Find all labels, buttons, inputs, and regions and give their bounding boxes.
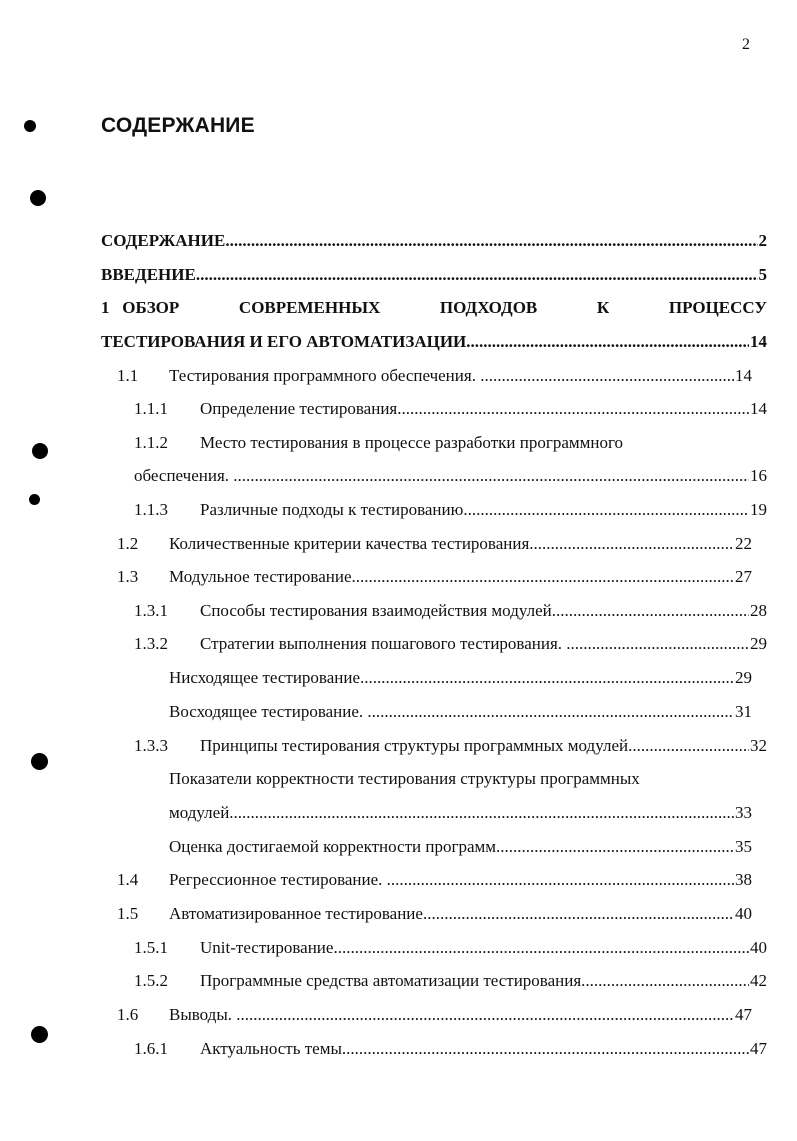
toc-page: 28 — [750, 601, 767, 620]
leader-dots — [229, 801, 734, 825]
leader-dots — [333, 936, 749, 960]
toc-entry-pokazateli-line1[interactable] — [169, 767, 640, 791]
toc-number: 1.5.2 — [134, 971, 168, 990]
leader-dots — [342, 1037, 749, 1061]
toc-entry-1-1-2-line2[interactable] — [134, 464, 767, 488]
toc-entry-1-1-2-line1[interactable] — [134, 431, 623, 455]
toc-title: Модульное тестирование — [169, 567, 352, 586]
toc-entry-1-6[interactable] — [117, 1003, 752, 1027]
page-title: СОДЕРЖАНИЕ — [101, 114, 255, 137]
punch-hole-4 — [29, 494, 40, 505]
toc-page: 2 — [758, 231, 767, 250]
leader-dots — [581, 969, 749, 993]
leader-dots — [566, 632, 749, 656]
toc-entry-1-1-3[interactable] — [134, 498, 767, 522]
toc-entry-vvedenie[interactable] — [101, 263, 767, 287]
leader-dots — [552, 599, 749, 623]
toc-title: ТЕСТИРОВАНИЯ И ЕГО АВТОМАТИЗАЦИИ — [101, 332, 467, 351]
toc-title: обеспечения. — [134, 466, 234, 485]
leader-dots — [360, 666, 734, 690]
toc-entry-voskhodyashchee[interactable] — [169, 700, 752, 724]
toc-number: 1.1.3 — [134, 500, 168, 519]
toc-page: 19 — [750, 500, 767, 519]
toc-number: 1.6.1 — [134, 1039, 168, 1058]
toc-title: модулей — [169, 803, 230, 822]
toc-page: 31 — [735, 702, 752, 721]
toc-page: 29 — [735, 668, 752, 687]
toc-word: ПРОЦЕССУ — [668, 298, 767, 317]
toc-page: 16 — [750, 466, 767, 485]
leader-dots — [423, 902, 734, 926]
toc-title: Автоматизированное тестирование — [169, 904, 423, 923]
toc-entry-1-3-3[interactable] — [134, 734, 767, 758]
toc-page: 22 — [735, 534, 752, 553]
toc-title: Регрессионное тестирование. — [169, 870, 387, 889]
toc-number: 1.5.1 — [134, 938, 168, 957]
toc-title: Нисходящее тестирование — [169, 668, 361, 687]
punch-hole-1 — [24, 120, 36, 132]
toc-title: Тестирования программного обеспечения. — [169, 366, 481, 385]
toc-title: Unit-тестирование — [200, 938, 334, 957]
toc-number: 1.1.2 — [134, 433, 168, 452]
toc-word: СОВРЕМЕННЫХ — [238, 298, 381, 317]
toc-entry-1-3[interactable] — [117, 565, 752, 589]
toc-title: СОДЕРЖАНИЕ — [101, 231, 226, 250]
toc-title: ВВЕДЕНИЕ — [101, 265, 196, 284]
toc-number: 1.3 — [117, 567, 139, 586]
toc-page: 33 — [735, 803, 752, 822]
toc-title: Оценка достигаемой корректности программ — [169, 837, 497, 856]
toc-entry-nishodyashchee[interactable] — [169, 666, 752, 690]
toc-entry-ch1-line1[interactable] — [101, 296, 767, 320]
punch-hole-2 — [30, 190, 46, 206]
toc-title: Выводы. — [169, 1005, 237, 1024]
leader-dots — [367, 700, 734, 724]
toc-title: Показатели корректности тестирования структуры программных — [169, 769, 640, 788]
toc-page: 29 — [750, 634, 767, 653]
toc-number: 1.1 — [117, 366, 139, 385]
toc-entry-1-5-2[interactable] — [134, 969, 767, 993]
toc-entry-1-1[interactable] — [117, 364, 752, 388]
toc-entry-1-2[interactable] — [117, 532, 752, 556]
toc-entry-soderzhanie[interactable] — [101, 229, 767, 253]
toc-title: Актуальность темы — [200, 1039, 342, 1058]
toc-title: Программные средства автоматизации тестирования — [200, 971, 582, 990]
toc-title: Количественные критерии качества тестирования — [169, 534, 530, 553]
toc-title: Определение тестирования — [200, 399, 398, 418]
leader-dots — [466, 330, 749, 354]
punch-hole-3 — [32, 443, 48, 459]
toc-entry-1-5-1[interactable] — [134, 936, 767, 960]
leader-dots — [233, 464, 749, 488]
toc-number: 1.1.1 — [134, 399, 168, 418]
leader-dots — [397, 397, 749, 421]
toc-title: Стратегии выполнения пошагового тестирования. — [200, 634, 567, 653]
toc-page: 14 — [750, 399, 767, 418]
toc-title: Место тестирования в процессе разработки программного — [200, 433, 624, 452]
leader-dots — [463, 498, 749, 522]
toc-page: 40 — [750, 938, 767, 957]
toc-number: 1 ОБЗОР — [101, 298, 180, 317]
toc-word: К — [596, 298, 610, 317]
leader-dots — [496, 835, 734, 859]
toc-page: 5 — [758, 265, 767, 284]
toc-page: 27 — [735, 567, 752, 586]
toc-word: ПОДХОДОВ — [439, 298, 538, 317]
leader-dots — [529, 532, 734, 556]
toc-entry-1-3-2[interactable] — [134, 632, 767, 656]
toc-entry-1-1-1[interactable] — [134, 397, 767, 421]
toc-title: Способы тестирования взаимодействия модулей — [200, 601, 552, 620]
leader-dots — [236, 1003, 734, 1027]
leader-dots — [480, 364, 734, 388]
toc-page: 14 — [750, 332, 767, 351]
punch-hole-6 — [31, 1026, 48, 1043]
toc-entry-1-3-1[interactable] — [134, 599, 767, 623]
toc-page: 47 — [750, 1039, 767, 1058]
punch-hole-5 — [31, 753, 48, 770]
toc-number: 1.3.1 — [134, 601, 168, 620]
toc-number: 1.2 — [117, 534, 139, 553]
page-number: 2 — [742, 36, 750, 53]
leader-dots — [225, 229, 757, 253]
leader-dots — [352, 565, 734, 589]
toc-number: 1.4 — [117, 870, 139, 889]
leader-dots — [196, 263, 758, 287]
toc-title: Различные подходы к тестированию — [200, 500, 464, 519]
toc-title: Принципы тестирования структуры программных модулей — [200, 736, 629, 755]
toc-page: 32 — [750, 736, 767, 755]
toc-entry-pokazateli-line2[interactable] — [169, 801, 752, 825]
toc-page: 47 — [735, 1005, 752, 1024]
toc-title: Восходящее тестирование. — [169, 702, 368, 721]
toc-page: 42 — [750, 971, 767, 990]
toc-entry-1-6-1[interactable] — [134, 1037, 767, 1061]
leader-dots — [628, 734, 749, 758]
toc-entry-1-4[interactable] — [117, 868, 752, 892]
toc-entry-1-5[interactable] — [117, 902, 752, 926]
toc-number: 1.3.3 — [134, 736, 168, 755]
toc-number: 1.3.2 — [134, 634, 168, 653]
toc-page: 35 — [735, 837, 752, 856]
leader-dots — [387, 868, 734, 892]
toc-number: 1.5 — [117, 904, 139, 923]
toc-page: 40 — [735, 904, 752, 923]
toc-number: 1.6 — [117, 1005, 139, 1024]
toc-page: 38 — [735, 870, 752, 889]
toc-entry-ch1-line2[interactable] — [101, 330, 767, 354]
toc-page: 14 — [735, 366, 752, 385]
toc-entry-ocenka[interactable] — [169, 835, 752, 859]
